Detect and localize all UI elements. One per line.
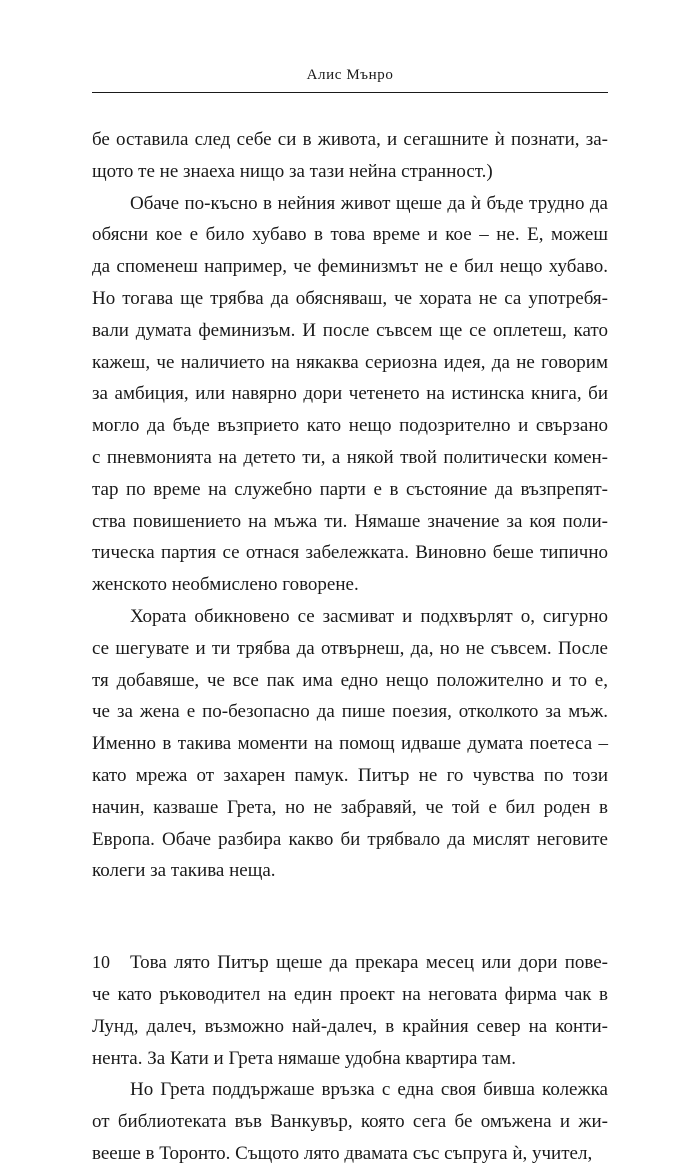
- page-number: 10: [92, 952, 110, 972]
- text-line: кажеш, че наличието на някаква сериозна идея, да не говорим: [92, 351, 608, 373]
- section-break: [92, 887, 608, 947]
- text-line: от библиотеката във Ванкувър, която сега бе омъжена и жи-: [92, 1111, 608, 1133]
- text-line: Но Грета поддържаше връзка с една своя бивша колежка: [130, 1079, 608, 1101]
- text-line: Европа. Обаче разбира какво би трябвало да мислят неговите: [92, 828, 608, 850]
- text-section-1: [92, 124, 608, 887]
- text-line: обясни кое е било хубаво в това време и кое – не. Е, можеш: [92, 224, 608, 246]
- text-line: Лунд, далеч, възможно най-далеч, в крайния север на конти-: [92, 1015, 608, 1037]
- text-line: Обаче по-късно в нейния живот щеше да ѝ бъде трудно да: [130, 192, 608, 214]
- text-line: се шегувате и ти трябва да отвърнеш, да, но не съвсем. После: [92, 637, 608, 659]
- text-line: колеги за такива неща.: [92, 860, 276, 882]
- text-line: с пневмонията на детето ти, а някой твой политически комен-: [92, 446, 608, 468]
- text-line: могло да бъде възприето като нещо подозрително и свързано: [92, 415, 608, 437]
- text-line: тар по време на служебно парти е в състояние да възпрепят-: [92, 478, 608, 500]
- text-line: ства повишението на мъжа ти. Нямаше значение за коя поли-: [92, 510, 608, 532]
- text-line: като мрежа от захарен памук. Питър не го чувства по този: [92, 764, 608, 786]
- text-line: че за жена е по-безопасно да пише поезия, отколкото за мъж.: [92, 701, 608, 723]
- text-line: щото те не знаеха нищо за тази нейна странност.): [92, 160, 493, 182]
- text-line: женското необмислено говорене.: [92, 574, 359, 596]
- text-line: начин, казваше Грета, но не забравяй, че той е бил роден в: [92, 796, 608, 818]
- text-section-2: [92, 947, 608, 1170]
- text-line: Това лято Питър щеше да прекара месец или дори пове-: [130, 952, 608, 974]
- text-line: бе оставила след себе си в живота, и сегашните ѝ познати, за-: [92, 129, 608, 150]
- running-head-author: Алис Мънро: [306, 67, 394, 83]
- text-line: вали думата феминизъм. И после съвсем ще се оплетеш, като: [92, 319, 608, 341]
- text-line: Но тогава ще трябва да обясняваш, че хората не са употребя-: [92, 287, 608, 309]
- text-line: да споменеш например, че феминизмът не е бил нещо хубаво.: [92, 256, 608, 278]
- body-text: [92, 124, 608, 1170]
- text-line: вееше в Торонто. Същото лято двамата със съпруга ѝ, учител,: [92, 1142, 593, 1164]
- text-line: тическа партия се отнася забележката. Виновно беше типично: [92, 542, 608, 564]
- text-line: за амбиция, или навярно дори четенето на истинска книга, би: [92, 383, 608, 405]
- text-line: нента. За Кати и Грета нямаше удобна квартира там.: [92, 1047, 516, 1069]
- text-line: Хората обикновено се засмиват и подхвърлят о, сигурно: [130, 605, 608, 627]
- header-rule: [92, 92, 608, 93]
- text-line: тя добавяше, че все пак има едно нещо положително и то е,: [92, 669, 608, 691]
- text-line: че като ръководител на един проект на неговата фирма чак в: [92, 983, 608, 1005]
- text-line: Именно в такива моменти на помощ идваше думата поетеса –: [92, 733, 608, 755]
